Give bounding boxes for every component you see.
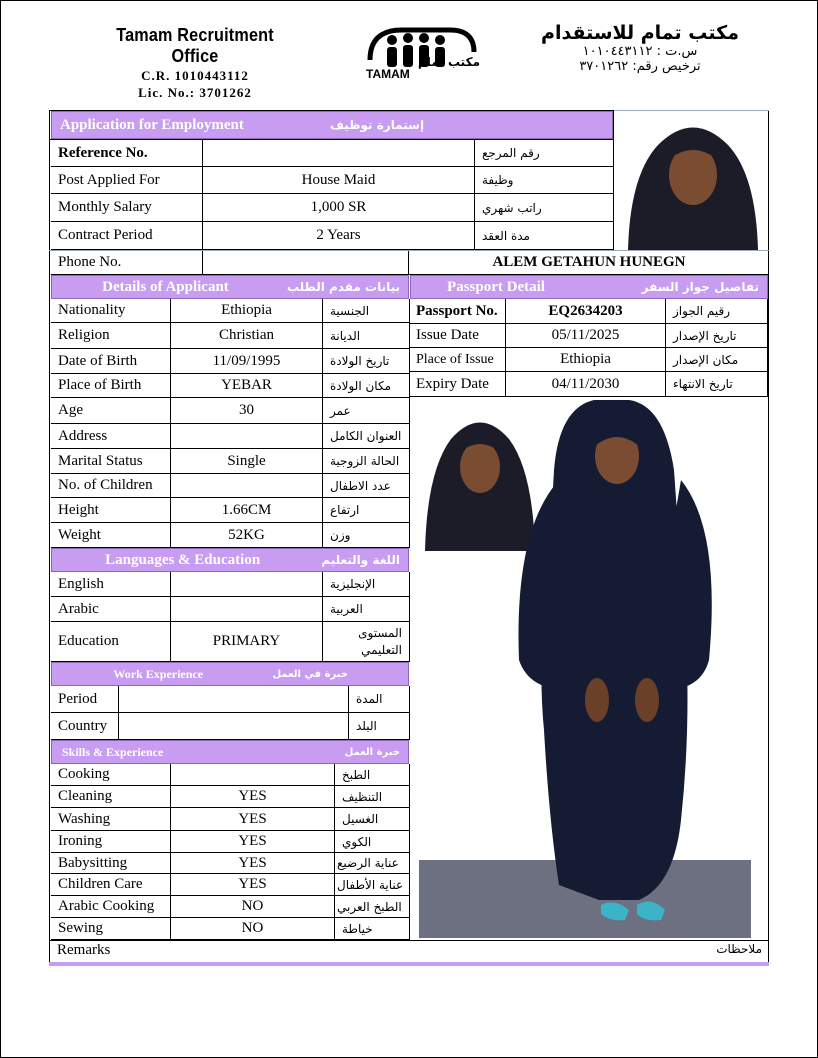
weight-label: Weight	[51, 523, 171, 548]
marital-label: Marital Status	[51, 449, 171, 474]
languages-title-ar: اللغة والتعليم	[321, 553, 400, 567]
children-label: No. of Children	[51, 474, 171, 498]
marital-value: Single	[171, 449, 323, 474]
work-title-en: Work Experience	[113, 666, 204, 681]
cooking-label-ar: الطبخ	[335, 764, 410, 786]
applicant-name: ALEM GETAHUN HUNEGN	[409, 251, 769, 275]
washing-value: YES	[171, 808, 335, 831]
dob-label-ar: تاريخ الولادة	[323, 349, 410, 374]
period-label-ar: المدة	[349, 686, 410, 713]
expiry-date-label-ar: تاريخ الانتهاء	[666, 372, 768, 397]
issue-date-label-ar: تاريخ الإصدار	[666, 324, 768, 348]
english-label: English	[51, 572, 171, 597]
religion-label-ar: الديانة	[323, 323, 410, 349]
logo-text-ar: مكتب تمام	[417, 55, 480, 69]
height-label-ar: ارتفاع	[323, 498, 410, 523]
education-value: PRIMARY	[171, 622, 323, 662]
ironing-value: YES	[171, 831, 335, 853]
license-number-ar: ترخيص رقم: ٣٧٠١٢٦٢	[579, 59, 701, 74]
issue-date-label: Issue Date	[410, 324, 506, 348]
cleaning-label: Cleaning	[51, 786, 171, 808]
place-issue-value: Ethiopia	[506, 348, 666, 372]
english-value	[171, 572, 323, 597]
pob-label: Place of Birth	[51, 374, 171, 398]
cooking-label: Cooking	[51, 764, 171, 786]
reference-label-ar: رقم المرجع	[475, 140, 614, 167]
tamam-logo	[362, 22, 484, 82]
education-label-ar: المستوى التعليمي	[323, 622, 410, 662]
weight-label-ar: وزن	[323, 523, 410, 548]
dob-value: 11/09/1995	[171, 349, 323, 374]
office-name-en: Tamam Recruitment Office	[116, 25, 274, 66]
expiry-date-label: Expiry Date	[410, 372, 506, 397]
applicant-portrait-photo	[618, 115, 768, 250]
passport-header	[410, 275, 768, 299]
arabic-label-ar: العربية	[323, 597, 410, 622]
place-issue-label: Place of Issue	[410, 348, 506, 372]
ironing-label-ar: الكوي	[335, 831, 410, 853]
babysitting-label-ar: عناية الرضيع	[335, 853, 410, 874]
application-header	[51, 111, 613, 139]
washing-label: Washing	[51, 808, 171, 831]
religion-value: Christian	[171, 323, 323, 349]
office-english-block	[92, 25, 298, 101]
applicant-details-title-ar: بيانات مقدم الطلب	[286, 280, 400, 294]
phone-label: Phone No.	[51, 251, 203, 275]
sewing-label: Sewing	[51, 918, 171, 940]
salary-value: 1,000 SR	[203, 194, 475, 222]
arabic-label: Arabic	[51, 597, 171, 622]
children-label-ar: عدد الاطفال	[323, 474, 410, 498]
nationality-label: Nationality	[51, 299, 171, 323]
sewing-label-ar: خياطة	[335, 918, 410, 940]
arabic-cooking-label: Arabic Cooking	[51, 896, 171, 918]
remarks-label-ar: ملاحظات	[716, 942, 762, 956]
contract-value: 2 Years	[203, 222, 475, 250]
washing-label-ar: الغسيل	[335, 808, 410, 831]
applicant-details-title-en: Details of Applicant	[102, 278, 229, 295]
post-value: House Maid	[203, 167, 475, 194]
applicant-details-header	[51, 275, 409, 299]
pob-label-ar: مكان الولادة	[323, 374, 410, 398]
languages-header	[51, 548, 409, 572]
phone-value	[203, 251, 409, 275]
reference-label: Reference No.	[51, 140, 203, 167]
skills-title-en: Skills & Experience	[62, 744, 164, 759]
skills-header	[51, 740, 409, 764]
children-care-label-ar: عناية الأطفال	[335, 874, 410, 896]
cr-number-en: C.R. 1010443112	[141, 68, 249, 83]
salary-label-ar: راتب شهري	[475, 194, 614, 222]
education-label: Education	[51, 622, 171, 662]
reference-value	[203, 140, 475, 167]
country-value	[119, 713, 349, 740]
logo-text-en: TAMAM	[366, 67, 410, 81]
children-value	[171, 474, 323, 498]
nationality-label-ar: الجنسية	[323, 299, 410, 323]
post-label: Post Applied For	[51, 167, 203, 194]
passport-title-ar: تفاصيل جواز السفر	[641, 280, 759, 294]
country-label: Country	[51, 713, 119, 740]
full-length-photo	[419, 400, 751, 940]
period-label: Period	[51, 686, 119, 713]
age-label: Age	[51, 398, 171, 424]
arabic-value	[171, 597, 323, 622]
age-label-ar: عمر	[323, 398, 410, 424]
address-value	[171, 424, 323, 449]
religion-label: Religion	[51, 323, 171, 349]
babysitting-label: Babysitting	[51, 853, 171, 874]
cr-number-ar: س.ت : ١٠١٠٤٤٣١١٢	[582, 44, 698, 59]
passport-no-label-ar: رقيم الجواز	[666, 299, 768, 324]
salary-label: Monthly Salary	[51, 194, 203, 222]
sewing-value: NO	[171, 918, 335, 940]
passport-no-value: EQ2634203	[506, 299, 666, 324]
address-label: Address	[51, 424, 171, 449]
remarks-bar	[49, 962, 769, 966]
dob-label: Date of Birth	[51, 349, 171, 374]
pob-value: YEBAR	[171, 374, 323, 398]
languages-title-en: Languages & Education	[105, 551, 261, 568]
application-title-ar: إستمارة توظيف	[330, 118, 425, 132]
ironing-label: Ironing	[51, 831, 171, 853]
remarks-label: Remarks	[57, 942, 111, 958]
cleaning-value: YES	[171, 786, 335, 808]
height-value: 1.66CM	[171, 498, 323, 523]
height-label: Height	[51, 498, 171, 523]
children-care-label: Children Care	[51, 874, 171, 896]
weight-value: 52KG	[171, 523, 323, 548]
work-title-ar: خبرة في العمل	[272, 668, 348, 680]
nationality-value: Ethiopia	[171, 299, 323, 323]
cooking-value	[171, 764, 335, 786]
passport-title-en: Passport Detail	[447, 278, 545, 295]
english-label-ar: الإنجليزية	[323, 572, 410, 597]
babysitting-value: YES	[171, 853, 335, 874]
passport-no-label: Passport No.	[410, 299, 506, 324]
period-value	[119, 686, 349, 713]
contract-label: Contract Period	[51, 222, 203, 250]
arabic-cooking-label-ar: الطبخ العربي	[335, 896, 410, 918]
country-label-ar: البلد	[349, 713, 410, 740]
marital-label-ar: الحالة الزوجية	[323, 449, 410, 474]
work-header	[51, 662, 409, 686]
address-label-ar: العنوان الكامل	[323, 424, 410, 449]
age-value: 30	[171, 398, 323, 424]
issue-date-value: 05/11/2025	[506, 324, 666, 348]
office-name-ar: مكتب تمام للاستقدام	[541, 22, 739, 44]
children-care-value: YES	[171, 874, 335, 896]
license-number-en: Lic. No.: 3701262	[138, 85, 252, 100]
contract-label-ar: مدة العقد	[475, 222, 614, 250]
arabic-cooking-value: NO	[171, 896, 335, 918]
post-label-ar: وظيفة	[475, 167, 614, 194]
expiry-date-value: 04/11/2030	[506, 372, 666, 397]
skills-title-ar: خبرة العمل	[344, 746, 400, 758]
cleaning-label-ar: التنظيف	[335, 786, 410, 808]
application-title-en: Application for Employment	[60, 116, 244, 133]
office-arabic-block	[530, 22, 750, 74]
place-issue-label-ar: مكان الإصدار	[666, 348, 768, 372]
